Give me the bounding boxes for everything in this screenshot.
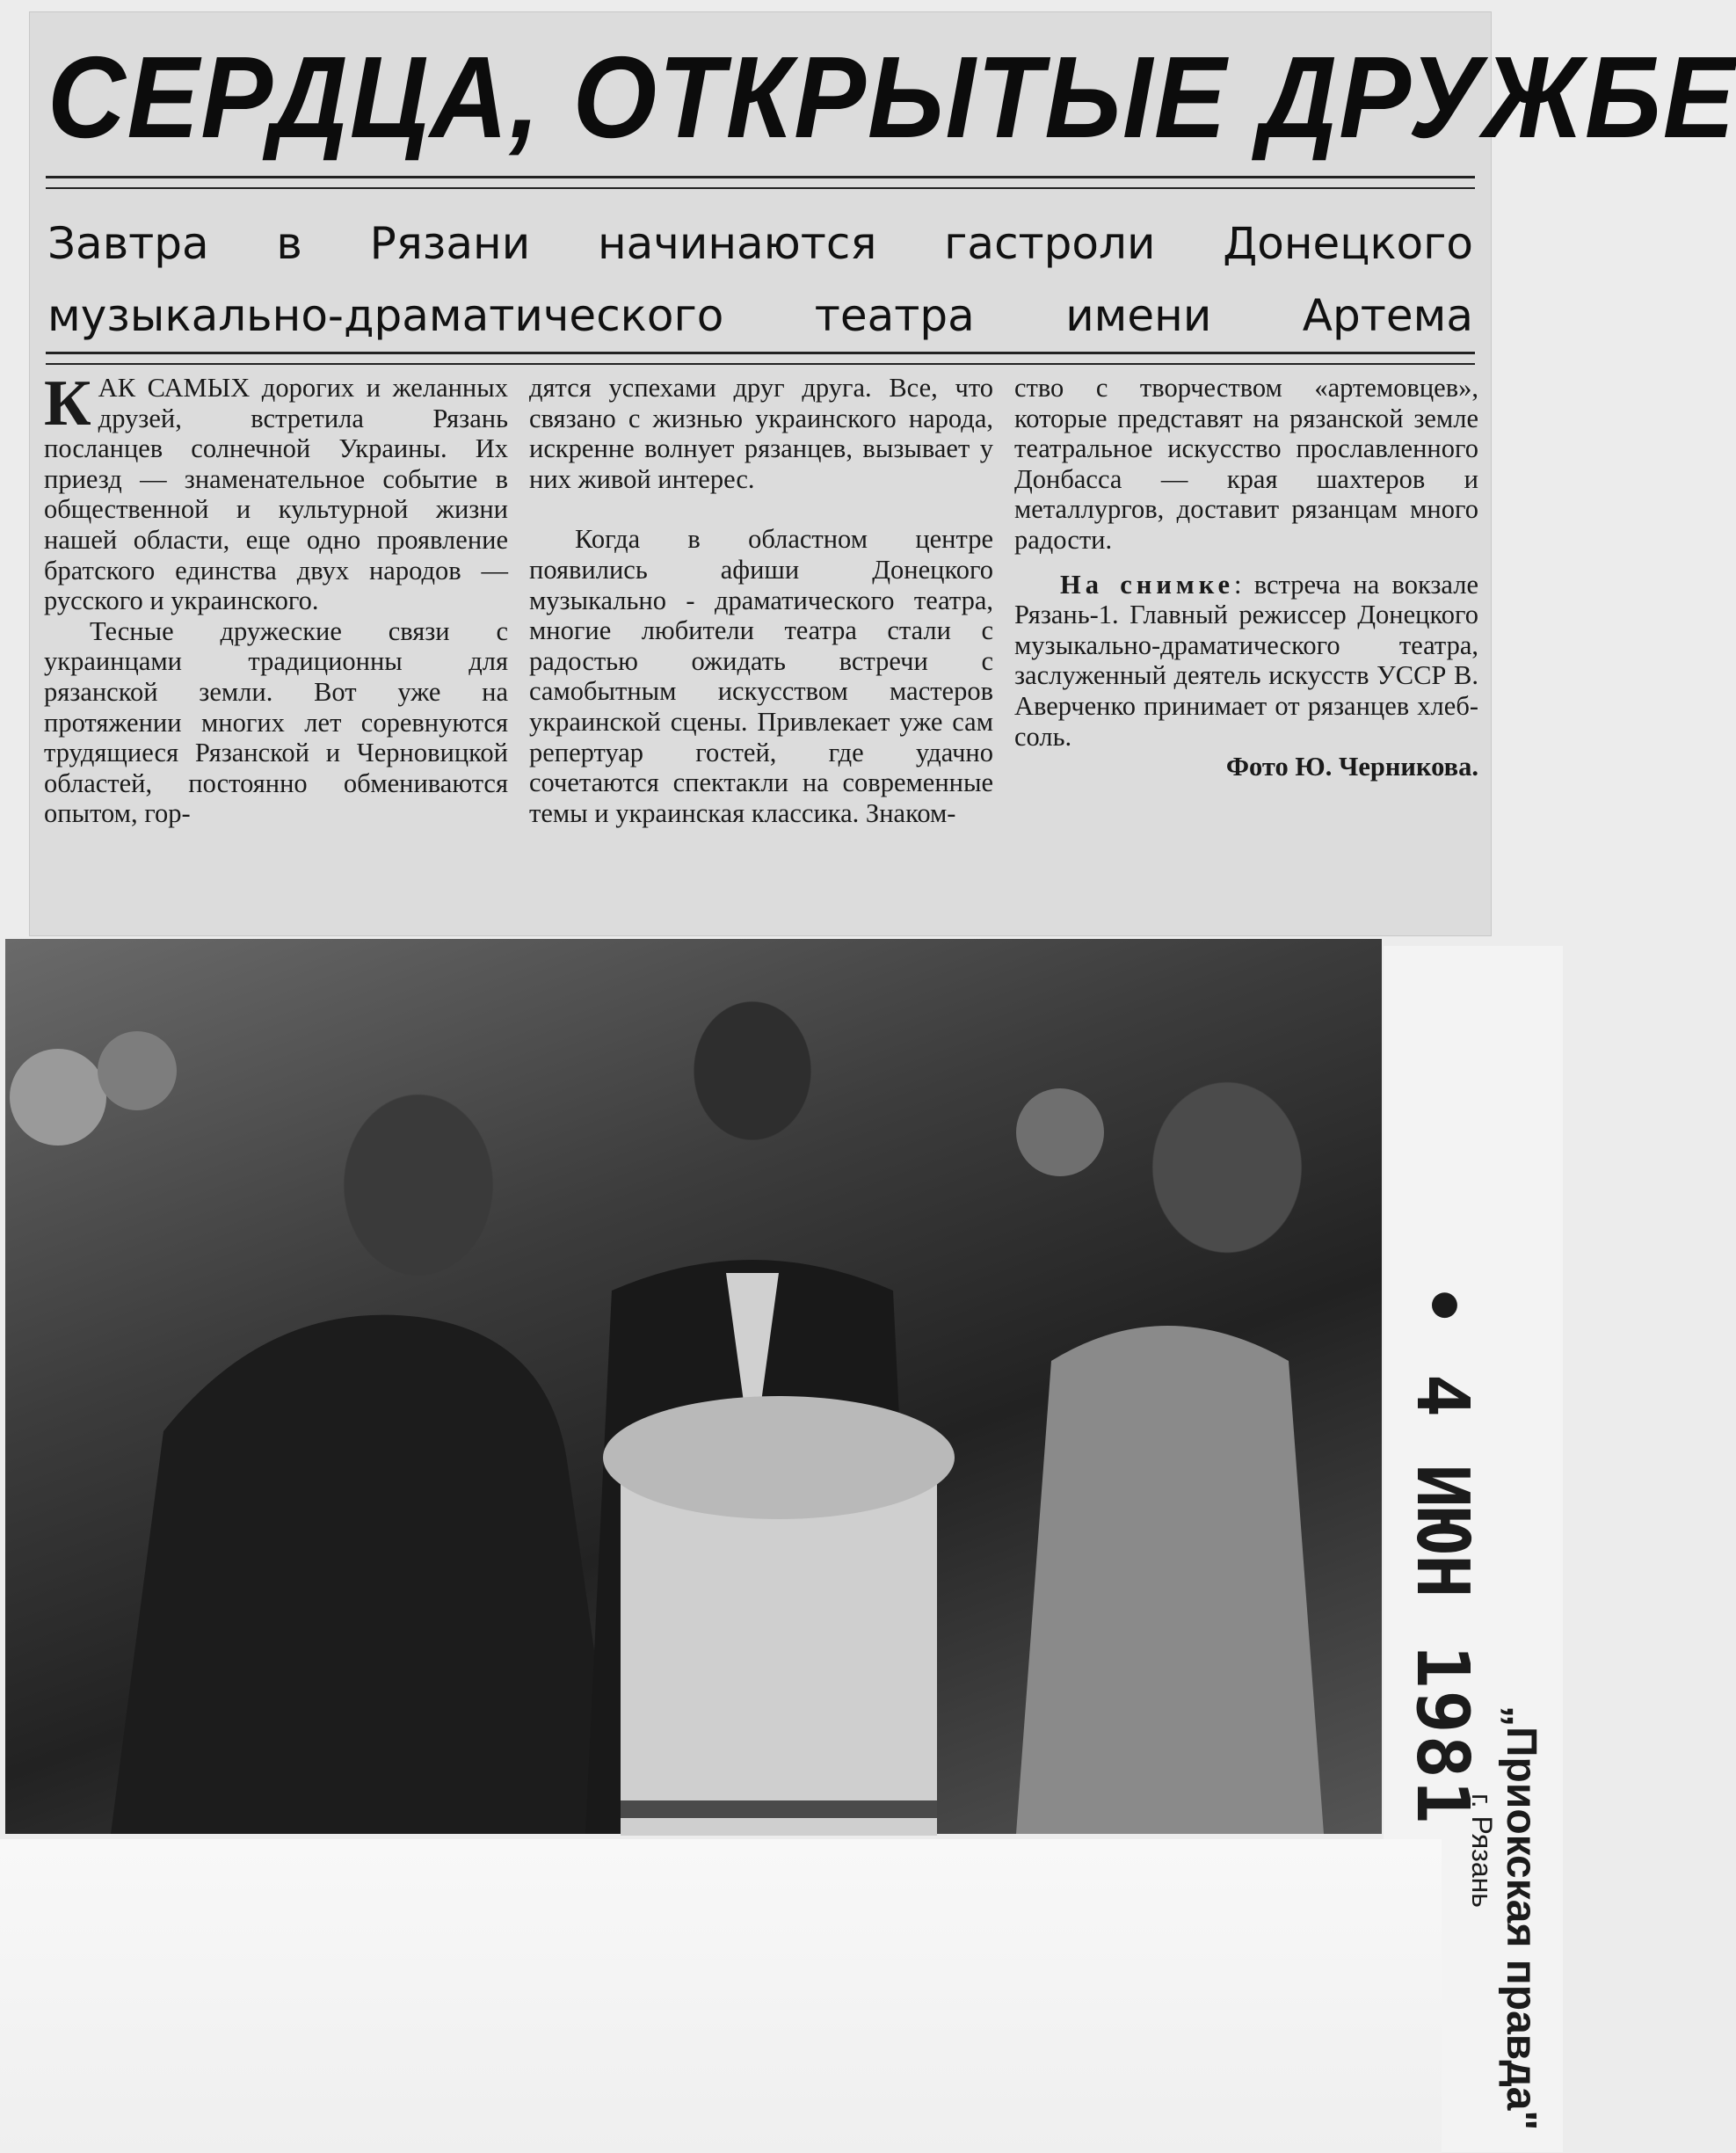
caption-text: : встреча на вокзале Рязань-1. Главный режиссер Донецкого музыкально-драматического театра, заслуженный деятель искусств УССР В. Аверченко принимает от рязанцев хлеб-соль.: [1014, 569, 1478, 752]
subhead-word: Завтра: [47, 218, 209, 269]
article-column-3: [1014, 373, 1478, 782]
subhead-line-2: [47, 280, 1473, 352]
article-column-1: [44, 367, 508, 829]
subhead-word: начинаются: [597, 218, 877, 269]
paragraph: Когда в областном центре появились афиши Донецкого музыкально - драматического театра, многие любители театра стали с радостью ожидать встречи с самобытным искусством мастеров украинской сцены. Привлекает уже сам репертуар гостей, где удачно сочетаются спектакли на современные темы и украинская классика. Знаком-: [529, 524, 993, 828]
photo-image: [5, 939, 1382, 1834]
paragraph: АК САМЫХ дорогих и желанных друзей, встретила Рязань посланцев солнечной Украины. Их приезд — знаменательное событие в общественной и культурной жизни нашей области, еще одно проявление братского единства двух народов — русского и украинского.: [44, 373, 508, 616]
headline-rule: [46, 176, 1475, 189]
newspaper-name-stamp: „Приокская правда": [1498, 1706, 1544, 2131]
subhead-word: Рязани: [369, 218, 531, 269]
paragraph: Тесные дружеские связи с украинцами традиционны для рязанской земли. Вот уже на протяжении многих лет соревнуются трудящиеся Рязанской и Черновицкой областей, постоянно обмениваются опытом, гор-: [44, 615, 508, 829]
newspaper-clipping: [30, 12, 1736, 935]
caption-lead: На снимке: [1060, 569, 1235, 600]
subhead-word: в: [276, 218, 302, 269]
city-stamp: г. Рязань: [1466, 1793, 1498, 1908]
newspaper-photo: [5, 939, 1382, 1834]
date-stamp: • 4 ИЮН 1981: [1400, 1284, 1484, 1826]
photo-credit: Фото Ю. Черникова.: [1225, 752, 1478, 782]
subhead-word: музыкально-драматического: [47, 290, 724, 341]
subhead-line-1: [47, 207, 1473, 280]
article-column-2: [529, 373, 993, 828]
paragraph: ство с творчеством «артемовцев», которые представят на рязанской земле театральное искусство прославленного Донбасса — края шахтеров и металлургов, доставит рязанцам много радости.: [1014, 373, 1478, 555]
photo-caption: [1014, 570, 1478, 753]
subheadline: [47, 207, 1473, 352]
subhead-word: Артема: [1302, 290, 1473, 341]
subhead-word: Донецкого: [1223, 218, 1473, 269]
blank-paper: [0, 1839, 1442, 2153]
headline: СЕРДЦА, ОТКРЫТЫЕ ДРУЖБЕ: [47, 33, 1736, 162]
subhead-word: театра: [814, 290, 975, 341]
subhead-rule: [46, 352, 1475, 365]
article-body: [44, 367, 1478, 935]
subhead-word: имени: [1065, 290, 1212, 341]
subhead-word: гастроли: [944, 218, 1156, 269]
drop-cap: К: [44, 367, 91, 440]
paragraph: дятся успехами друг друга. Все, что связано с жизнью украинского народа, искренне волнует рязанцев, вызывает у них живой интерес.: [529, 373, 993, 494]
